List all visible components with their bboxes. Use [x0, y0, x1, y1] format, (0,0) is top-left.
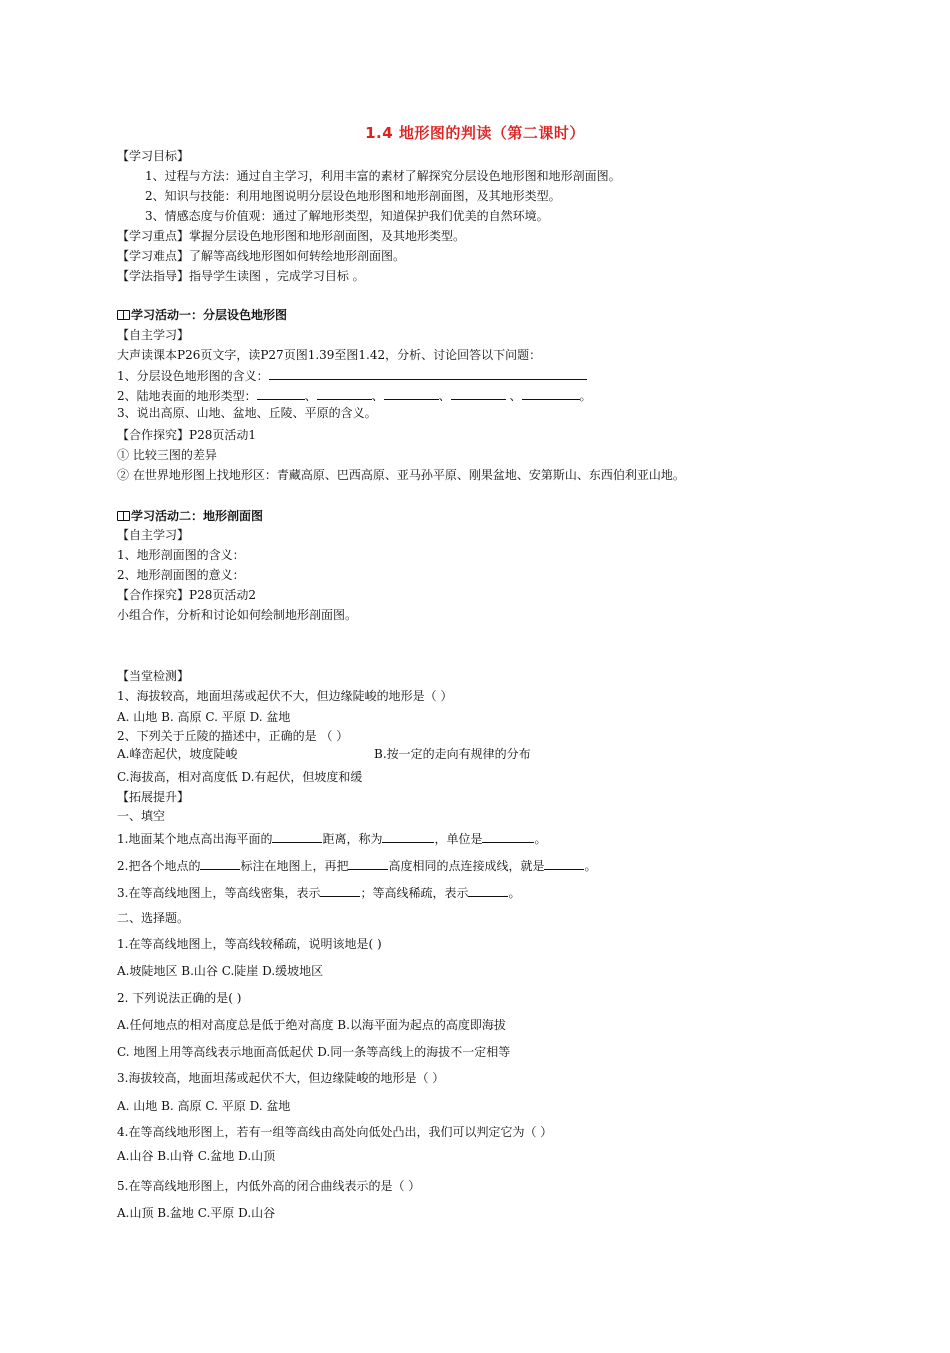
fill-header: 一、填空: [117, 809, 166, 823]
answer-blank[interactable]: [320, 884, 360, 897]
book-icon: [117, 310, 130, 320]
fill-text: 。: [584, 859, 597, 873]
answer-blank[interactable]: [269, 367, 587, 380]
fill-text: 。: [534, 832, 547, 846]
fill-text: 1.地面某个地点高出海平面的: [117, 832, 273, 846]
choice-q2: 2. 下列说法正确的是( ): [117, 991, 242, 1005]
coop-label: 【合作探究】P28页活动1: [117, 428, 256, 442]
fill-q2: [117, 857, 597, 874]
answer-blank[interactable]: [544, 857, 584, 870]
choice-q4: 4.在等高线地形图上，若有一组等高线由高处向低处凸出，我们可以判定它为（ ）: [117, 1125, 553, 1139]
check-q2-options-cd: C.海拔高，相对高度低 D.有起伏，但坡度和缓: [117, 770, 363, 784]
separator: 、: [304, 389, 317, 403]
separator: 、: [371, 389, 384, 403]
fill-text: ，单位是: [434, 832, 483, 846]
check-q2-option-a: A.峰峦起伏，坡度陡峻: [117, 747, 238, 761]
choice-q1: 1.在等高线地图上，等高线较稀疏，说明该地是( ): [117, 937, 382, 951]
activity2-q2: 2、地形剖面图的意义：: [117, 568, 245, 582]
answer-blank[interactable]: [451, 387, 506, 400]
difficulty: 【学习难点】了解等高线地形图如何转绘地形剖面图。: [117, 249, 406, 263]
fill-text: 高度相同的点连接成线，就是: [388, 859, 545, 873]
answer-blank[interactable]: [468, 884, 508, 897]
activity2-q1: 1、地形剖面图的含义：: [117, 548, 245, 562]
activity1-title: 学习活动一：分层设色地形图: [131, 308, 288, 322]
answer-blank[interactable]: [384, 387, 439, 400]
objective-item: 2、知识与技能：利用地图说明分层设色地形图和地形剖面图，及其地形类型。: [145, 189, 561, 203]
check-header: 【当堂检测】: [117, 669, 190, 683]
self-study-label: 【自主学习】: [117, 528, 190, 542]
self-study-label: 【自主学习】: [117, 328, 190, 342]
activity2-text: 小组合作，分析和讨论如何绘制地形剖面图。: [117, 608, 358, 622]
answer-blank[interactable]: [257, 387, 305, 400]
separator: 、: [505, 389, 522, 403]
choice-header: 二、选择题。: [117, 911, 190, 925]
answer-blank[interactable]: [382, 830, 434, 843]
answer-blank[interactable]: [522, 387, 580, 400]
answer-blank[interactable]: [200, 857, 240, 870]
activity1-q2: [117, 387, 592, 404]
guidance: 【学法指导】指导学生读图 ，完成学习目标 。: [117, 269, 365, 283]
activity1-q3: 3、说出高原、山地、盆地、丘陵、平原的含义。: [117, 406, 377, 420]
q2-text: 2、陆地表面的地形类型：: [117, 389, 257, 403]
choice-q4-options: A.山谷 B.山脊 C.盆地 D.山顶: [117, 1149, 276, 1163]
choice-q5-options: A.山顶 B.盆地 C.平原 D.山谷: [117, 1206, 276, 1220]
fill-text: 距离，称为: [322, 832, 383, 846]
activity2-header: [117, 508, 263, 524]
answer-blank[interactable]: [272, 830, 322, 843]
fill-text: ；等高线稀疏，表示: [360, 886, 469, 900]
check-q2-option-b: B.按一定的走向有规律的分布: [374, 747, 531, 761]
activity1-q1: [117, 367, 587, 384]
objectives-header: 【学习目标】: [117, 149, 190, 163]
separator: 。: [579, 389, 592, 403]
check-q1-options: A. 山地 B. 高原 C. 平原 D. 盆地: [117, 710, 291, 724]
objective-item: 1、过程与方法：通过自主学习，利用丰富的素材了解探究分层设色地形图和地形剖面图。: [145, 169, 621, 183]
check-q2: 2、下列关于丘陵的描述中，正确的是 （ ）: [117, 729, 349, 743]
answer-blank[interactable]: [317, 387, 372, 400]
choice-q1-options: A.坡陡地区 B.山谷 C.陡崖 D.缓坡地区: [117, 964, 324, 978]
q1-text: 1、分层设色地形图的含义：: [117, 369, 269, 383]
coop-label: 【合作探究】P28页活动2: [117, 588, 256, 602]
fill-q1: [117, 830, 547, 847]
fill-text: 。: [508, 886, 521, 900]
choice-q3: 3.海拔较高，地面坦荡或起伏不大，但边缘陡峻的地形是（ ）: [117, 1071, 445, 1085]
choice-q3-options: A. 山地 B. 高原 C. 平原 D. 盆地: [117, 1099, 291, 1113]
activity1-intro: 大声读课本P26页文字，读P27页图1.39至图1.42，分析、讨论回答以下问题：: [117, 348, 542, 362]
coop-item: ② 在世界地形图上找地形区：青藏高原、巴西高原、亚马孙平原、刚果盆地、安第斯山、东西伯利亚山地。: [117, 468, 685, 482]
book-icon: [117, 511, 130, 521]
coop-item: ① 比较三图的差异: [117, 448, 217, 462]
choice-q5: 5.在等高线地形图上，内低外高的闭合曲线表示的是（ ）: [117, 1179, 421, 1193]
fill-q3: [117, 884, 520, 901]
separator: 、: [438, 389, 451, 403]
choice-q2-options-cd: C. 地图上用等高线表示地面高低起伏 D.同一条等高线上的海拔不一定相等: [117, 1045, 511, 1059]
answer-blank[interactable]: [482, 830, 534, 843]
answer-blank[interactable]: [348, 857, 388, 870]
activity1-header: [117, 307, 287, 323]
extend-header: 【拓展提升】: [117, 790, 190, 804]
objective-item: 3、情感态度与价值观：通过了解地形类型，知道保护我们优美的自然环境。: [145, 209, 549, 223]
fill-text: 2.把各个地点的: [117, 859, 201, 873]
page-title: 1.4 地形图的判读（第二课时）: [365, 124, 585, 142]
choice-q2-options-ab: A.任何地点的相对高度总是低于绝对高度 B.以海平面为起点的高度即海拔: [117, 1018, 506, 1032]
fill-text: 3.在等高线地图上，等高线密集，表示: [117, 886, 321, 900]
key-point: 【学习重点】掌握分层设色地形图和地形剖面图，及其地形类型。: [117, 229, 466, 243]
activity2-title: 学习活动二：地形剖面图: [131, 509, 264, 523]
fill-text: 标注在地图上，再把: [240, 859, 349, 873]
check-q1: 1、海拔较高，地面坦荡或起伏不大，但边缘陡峻的地形是（ ）: [117, 689, 453, 703]
